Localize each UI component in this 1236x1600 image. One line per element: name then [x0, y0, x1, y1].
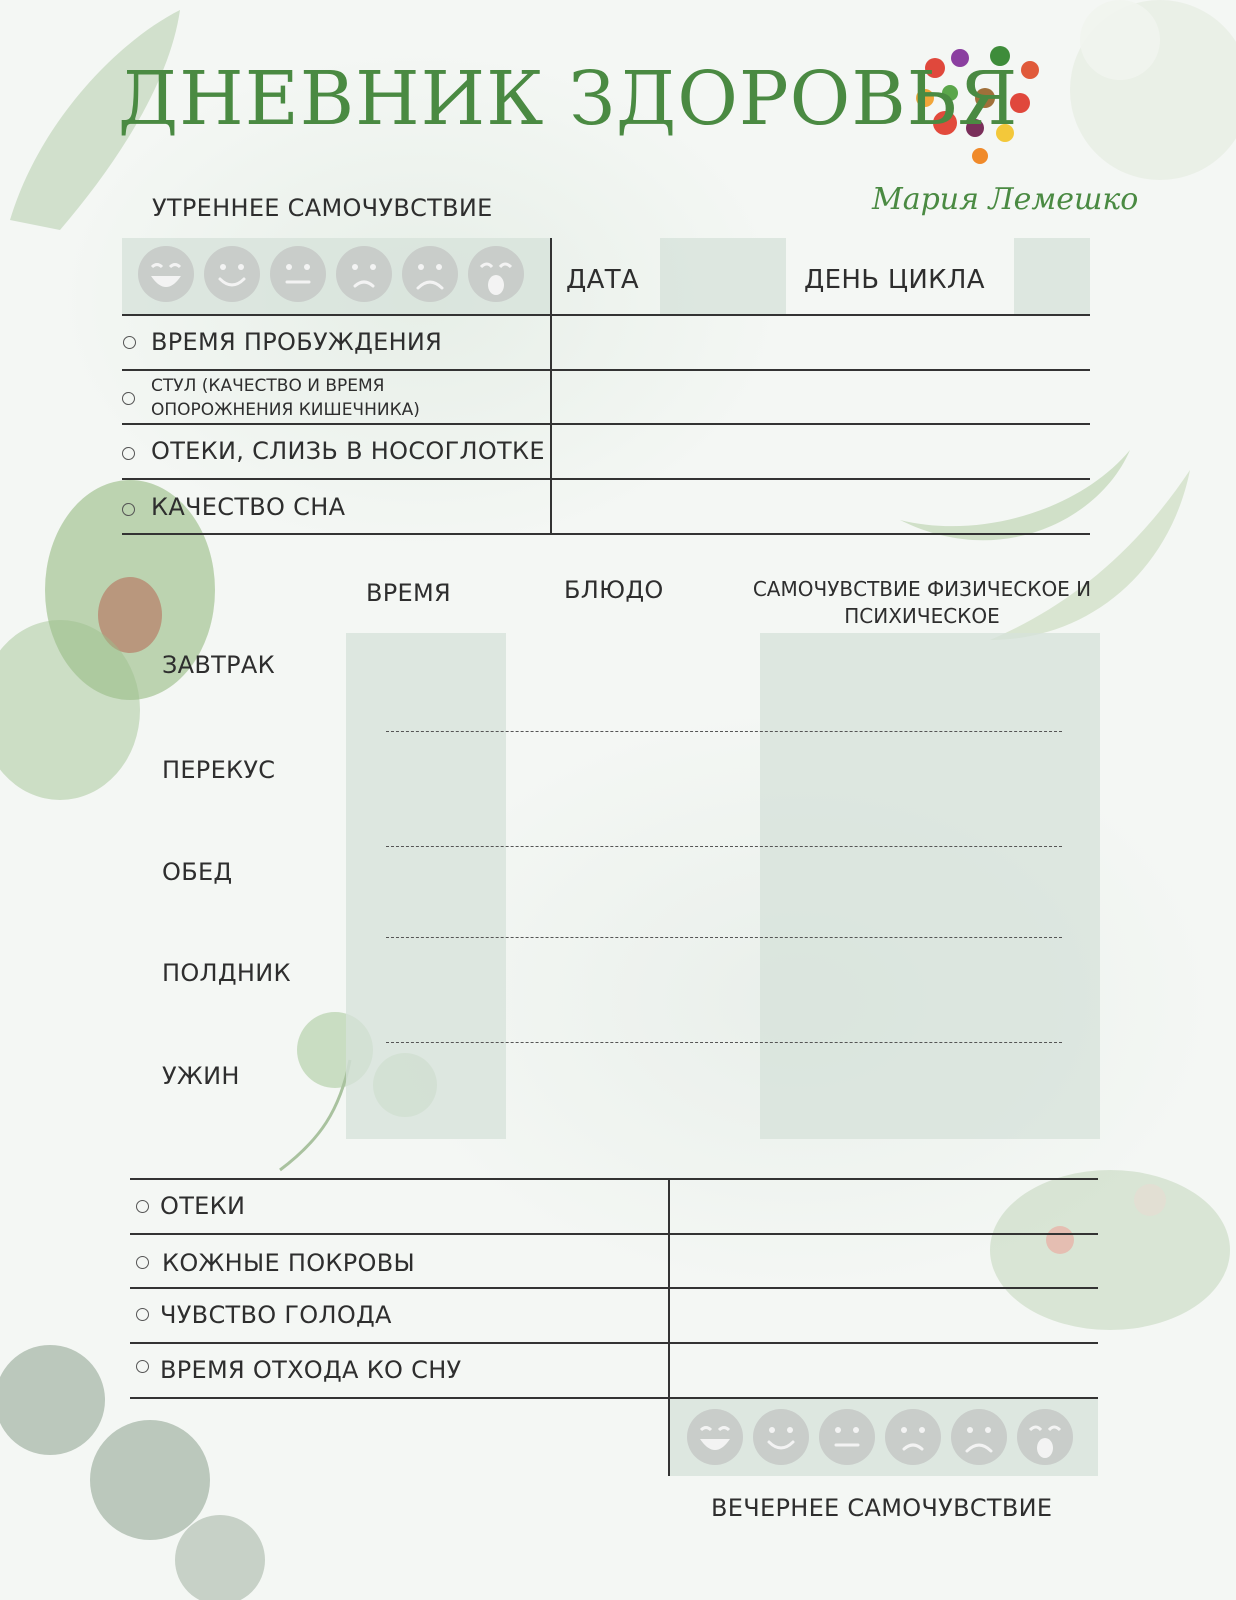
worried-face-icon[interactable] [335, 245, 393, 303]
morning-mood-scale [137, 245, 525, 303]
wake-time-field[interactable] [552, 316, 1090, 369]
sad-face-icon[interactable] [401, 245, 459, 303]
laughing-face-icon[interactable] [686, 1408, 744, 1466]
morning-heading: УТРЕННЕЕ САМОЧУВСТВИЕ [152, 194, 493, 222]
swelling-mucus-checkbox[interactable] [122, 447, 135, 460]
sleep-quality-field[interactable] [552, 480, 1090, 533]
meals-col-feeling: САМОЧУВСТВИЕ ФИЗИЧЕСКОЕ И ПСИХИЧЕСКОЕ [752, 577, 1092, 628]
meal-feeling-column[interactable] [760, 633, 1100, 1139]
stool-field[interactable] [552, 371, 1090, 423]
meal-dinner-label: УЖИН [162, 1062, 240, 1090]
evening-swelling-checkbox[interactable] [136, 1200, 149, 1213]
page-title: ДНЕВНИК ЗДОРОВЬЯ [118, 56, 1019, 142]
evening-swelling-label: ОТЕКИ [160, 1192, 246, 1220]
meals-col-dish: БЛЮДО [564, 576, 664, 604]
evening-swelling-field[interactable] [670, 1180, 1098, 1233]
meal-snack-label: ПЕРЕКУС [162, 756, 276, 784]
crying-face-icon[interactable] [1016, 1408, 1074, 1466]
meal-breakfast-label: ЗАВТРАК [162, 651, 275, 679]
neutral-face-icon[interactable] [269, 245, 327, 303]
skin-checkbox[interactable] [136, 1256, 149, 1269]
sleep-quality-label: КАЧЕСТВО СНА [151, 493, 346, 521]
smiling-face-icon[interactable] [203, 245, 261, 303]
hunger-field[interactable] [670, 1289, 1098, 1342]
bedtime-checkbox[interactable] [136, 1360, 149, 1373]
skin-label: КОЖНЫЕ ПОКРОВЫ [162, 1249, 415, 1277]
stool-checkbox[interactable] [122, 392, 135, 405]
cycle-day-field[interactable] [1014, 238, 1090, 314]
meal-divider [386, 731, 1062, 732]
logo-name: Мария Лемешко [872, 182, 1139, 217]
meal-divider [386, 1042, 1062, 1043]
row-line [122, 533, 1090, 535]
meal-divider [386, 846, 1062, 847]
bedtime-field[interactable] [670, 1344, 1098, 1397]
meal-divider [386, 937, 1062, 938]
smiling-face-icon[interactable] [752, 1408, 810, 1466]
hunger-checkbox[interactable] [136, 1308, 149, 1321]
meal-afternoon-snack-label: ПОЛДНИК [162, 959, 291, 987]
stool-label: СТУЛ (КАЧЕСТВО И ВРЕМЯ ОПОРОЖНЕНИЯ КИШЕЧНИКА) [151, 376, 420, 420]
meal-lunch-label: ОБЕД [162, 858, 233, 886]
laughing-face-icon[interactable] [137, 245, 195, 303]
meals-col-time: ВРЕМЯ [366, 579, 451, 607]
evening-mood-scale [686, 1408, 1074, 1466]
meal-time-column[interactable] [346, 633, 506, 1139]
evening-heading: ВЕЧЕРНЕЕ САМОЧУВСТВИЕ [711, 1494, 1053, 1522]
date-field[interactable] [660, 238, 786, 314]
skin-field[interactable] [670, 1235, 1098, 1287]
wake-time-label: ВРЕМЯ ПРОБУЖДЕНИЯ [151, 328, 443, 356]
worried-face-icon[interactable] [884, 1408, 942, 1466]
swelling-mucus-label: ОТЕКИ, СЛИЗЬ В НОСОГЛОТКЕ [151, 437, 545, 465]
swelling-mucus-field[interactable] [552, 425, 1090, 478]
sad-face-icon[interactable] [950, 1408, 1008, 1466]
bedtime-label: ВРЕМЯ ОТХОДА КО СНУ [160, 1356, 462, 1384]
crying-face-icon[interactable] [467, 245, 525, 303]
date-label: ДАТА [566, 265, 639, 295]
neutral-face-icon[interactable] [818, 1408, 876, 1466]
hunger-label: ЧУВСТВО ГОЛОДА [160, 1301, 392, 1329]
cycle-day-label: ДЕНЬ ЦИКЛА [804, 265, 985, 295]
sleep-quality-checkbox[interactable] [122, 503, 135, 516]
wake-time-checkbox[interactable] [123, 336, 136, 349]
